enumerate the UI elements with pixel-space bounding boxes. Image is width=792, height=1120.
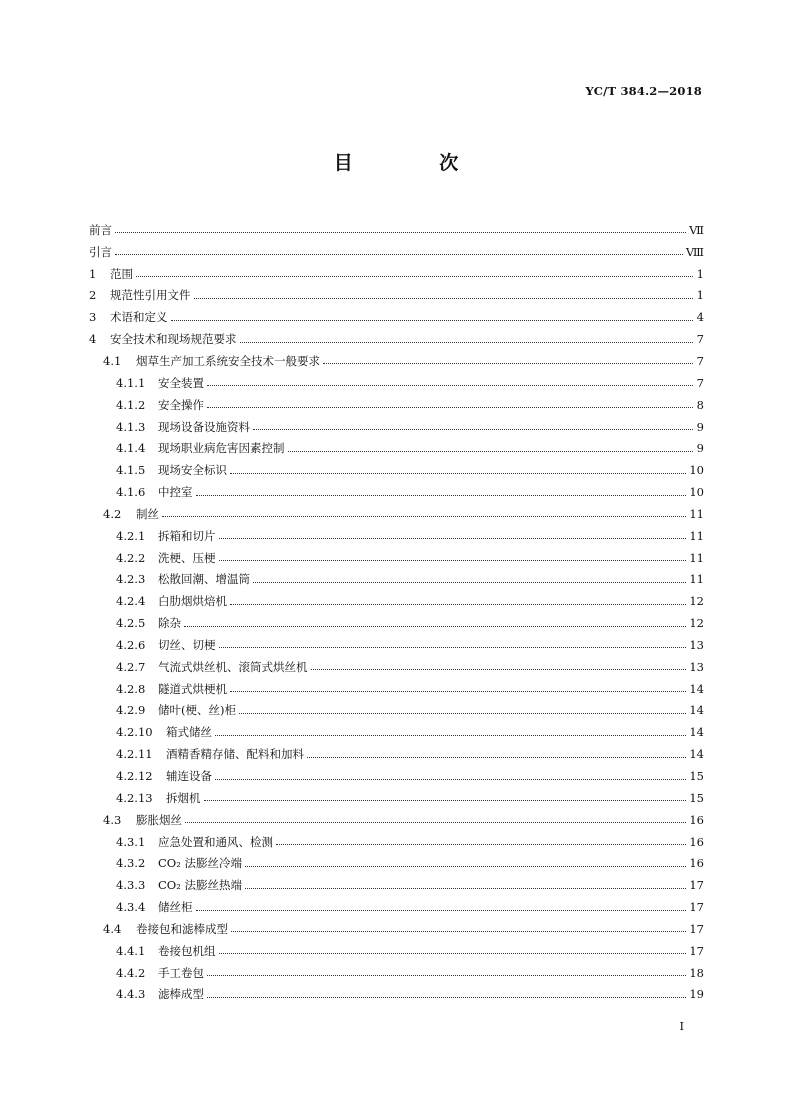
toc-entry-number: 4.1.4 xyxy=(116,441,146,456)
toc-entry-title xyxy=(89,244,112,260)
toc-entry[interactable] xyxy=(89,481,704,503)
toc-entry-label: 卷接包机组 xyxy=(158,943,216,958)
toc-entry-number: 4.1.5 xyxy=(116,463,146,478)
dot-leader xyxy=(184,626,686,627)
toc-entry-title xyxy=(89,331,237,347)
toc-entry[interactable] xyxy=(89,306,704,328)
toc-entry-label: 中控室 xyxy=(158,485,193,500)
toc-entry-title xyxy=(116,440,285,456)
toc-entry-page: 18 xyxy=(689,965,704,980)
dot-leader xyxy=(230,473,686,474)
toc-entry-title xyxy=(116,724,212,740)
toc-entry-title xyxy=(103,921,228,937)
toc-entry[interactable] xyxy=(89,787,704,809)
toc-entry-title xyxy=(116,899,193,915)
toc-entry-label: 切丝、切梗 xyxy=(158,637,216,652)
toc-entry[interactable] xyxy=(89,918,704,940)
toc-entry-number: 2 xyxy=(89,288,97,303)
toc-entry-label: 酒精香精存储、配料和加料 xyxy=(166,747,304,762)
toc-entry-number: 4.2.13 xyxy=(116,790,153,805)
toc-entry-label: 辅连设备 xyxy=(166,769,212,784)
toc-entry-page: 13 xyxy=(689,659,704,674)
dot-leader xyxy=(231,931,686,932)
toc-entry-title xyxy=(116,768,212,784)
dot-leader xyxy=(239,713,686,714)
toc-entry-number: 4.2.8 xyxy=(116,681,146,696)
toc-entry-page: 16 xyxy=(689,856,704,871)
toc-entry-page: 14 xyxy=(689,747,704,762)
toc-entry[interactable] xyxy=(89,743,704,765)
toc-entry[interactable] xyxy=(89,350,704,372)
toc-entry[interactable] xyxy=(89,263,704,285)
toc-entry-page: 16 xyxy=(689,812,704,827)
toc-entry[interactable] xyxy=(89,285,704,307)
dot-leader xyxy=(215,779,686,780)
toc-entry-page: 7 xyxy=(696,332,704,347)
toc-entry[interactable] xyxy=(89,394,704,416)
toc-entry-number: 4.2.9 xyxy=(116,703,146,718)
toc-entry-page: 17 xyxy=(689,943,704,958)
dot-leader xyxy=(240,342,694,343)
toc-entry[interactable] xyxy=(89,656,704,678)
dot-leader xyxy=(171,320,694,321)
toc-entry-title xyxy=(116,397,204,413)
dot-leader xyxy=(207,975,686,976)
toc-entry-title xyxy=(103,353,320,369)
dot-leader xyxy=(194,298,694,299)
toc-entry-number: 4.2.2 xyxy=(116,550,146,565)
toc-entry-page: 7 xyxy=(696,375,704,390)
toc-entry-number: 4.2.3 xyxy=(116,572,146,587)
toc-entry-number: 3 xyxy=(89,310,97,325)
toc-entry-title xyxy=(116,702,236,718)
toc-entry[interactable] xyxy=(89,765,704,787)
toc-entry-label: 白肋烟烘焙机 xyxy=(158,594,227,609)
toc-entry-title xyxy=(89,266,133,282)
toc-entry-label: 拆烟机 xyxy=(166,790,201,805)
dot-leader xyxy=(245,888,686,889)
dot-leader xyxy=(219,953,687,954)
toc-entry-title xyxy=(116,965,204,981)
toc-entry-page: 11 xyxy=(689,528,704,543)
toc-entry-label: 范围 xyxy=(110,266,133,281)
toc-entry-number: 4.1.1 xyxy=(116,375,146,390)
toc-entry[interactable] xyxy=(89,437,704,459)
toc-entry-title xyxy=(116,593,227,609)
dot-leader xyxy=(219,647,687,648)
toc-entry[interactable] xyxy=(89,852,704,874)
toc-entry-label: 储丝柜 xyxy=(158,900,193,915)
toc-entry-page: 14 xyxy=(689,681,704,696)
toc-entry-page: 15 xyxy=(689,790,704,805)
toc-entry-number: 4.3 xyxy=(103,812,122,827)
toc-entry[interactable] xyxy=(89,634,704,656)
toc-entry-number: 4.1.2 xyxy=(116,397,146,412)
toc-entry[interactable] xyxy=(89,590,704,612)
toc-entry-page: 10 xyxy=(689,485,704,500)
toc-entry-number: 4.4.2 xyxy=(116,965,146,980)
toc-entry-title xyxy=(116,419,250,435)
toc-entry-page: 7 xyxy=(696,353,704,368)
toc-entry-number: 4.4.3 xyxy=(116,987,146,1002)
toc-entry-title xyxy=(116,571,250,587)
toc-entry[interactable] xyxy=(89,612,704,634)
dot-leader xyxy=(207,997,686,998)
toc-entry-number: 1 xyxy=(89,266,97,281)
toc-entry-label: 现场职业病危害因素控制 xyxy=(158,441,285,456)
dot-leader xyxy=(219,538,687,539)
dot-leader xyxy=(115,232,686,233)
toc-entry-label: 制丝 xyxy=(136,506,159,521)
dot-leader xyxy=(162,516,686,517)
dot-leader xyxy=(276,844,686,845)
toc-entry-page: 14 xyxy=(689,703,704,718)
toc-entry[interactable] xyxy=(89,241,704,263)
toc-entry-title xyxy=(116,659,308,675)
toc-entry-title xyxy=(103,812,182,828)
toc-entry-title xyxy=(116,943,216,959)
dot-leader xyxy=(136,276,693,277)
dot-leader xyxy=(230,604,686,605)
toc-entry-label: 箱式储丝 xyxy=(166,725,212,740)
toc-entry-page: 16 xyxy=(689,834,704,849)
toc-entry-label: 现场安全标识 xyxy=(158,463,227,478)
toc-entry[interactable] xyxy=(89,328,704,350)
toc-entry-number: 4.2.6 xyxy=(116,637,146,652)
toc-entry-number: 4.2 xyxy=(103,506,122,521)
toc-entry-number: 4.1.6 xyxy=(116,485,146,500)
toc-entry[interactable] xyxy=(89,569,704,591)
toc-entry-label: 滤棒成型 xyxy=(158,987,204,1002)
page-title: 目 次 xyxy=(333,152,499,174)
dot-leader xyxy=(185,822,686,823)
toc-entry-number: 4.2.12 xyxy=(116,769,153,784)
table-of-contents xyxy=(89,219,704,1005)
toc-entry-page: 11 xyxy=(689,550,704,565)
dot-leader xyxy=(204,800,687,801)
toc-entry-page: 9 xyxy=(696,441,704,456)
toc-entry-title xyxy=(103,506,159,522)
toc-entry[interactable] xyxy=(89,962,704,984)
toc-entry[interactable] xyxy=(89,678,704,700)
toc-entry-number: 4.4.1 xyxy=(116,943,146,958)
dot-leader xyxy=(196,910,687,911)
toc-entry-title xyxy=(116,637,216,653)
toc-entry-page: 15 xyxy=(689,769,704,784)
toc-entry-number: 4.3.4 xyxy=(116,900,146,915)
toc-entry[interactable] xyxy=(89,547,704,569)
toc-entry-title xyxy=(116,375,204,391)
page-number: Ⅰ xyxy=(679,1019,684,1033)
toc-entry-label: 烟草生产加工系统安全技术一般要求 xyxy=(136,353,320,368)
toc-entry[interactable] xyxy=(89,416,704,438)
toc-entry-label: 安全装置 xyxy=(158,375,204,390)
toc-entry-number: 4.3.3 xyxy=(116,878,146,893)
toc-entry[interactable] xyxy=(89,896,704,918)
dot-leader xyxy=(253,582,686,583)
toc-entry-title xyxy=(116,877,242,893)
toc-entry-title xyxy=(116,790,201,806)
toc-entry-label: 引言 xyxy=(89,244,112,259)
toc-entry-label: 除杂 xyxy=(158,616,181,631)
toc-entry-number: 4 xyxy=(89,332,97,347)
dot-leader xyxy=(245,866,686,867)
toc-entry-title xyxy=(116,550,216,566)
standard-code: YC/T 384.2—2018 xyxy=(585,84,702,98)
toc-entry-label: 储叶(梗、丝)柜 xyxy=(158,703,236,718)
toc-entry-label: 膨胀烟丝 xyxy=(136,812,182,827)
toc-entry-label: CO₂ 法膨丝冷端 xyxy=(158,856,242,871)
toc-entry-title xyxy=(89,309,168,325)
toc-entry-page: 1 xyxy=(696,288,704,303)
toc-entry-page: 1 xyxy=(696,266,704,281)
toc-entry-label: 应急处置和通风、检测 xyxy=(158,834,273,849)
toc-entry-label: 拆箱和切片 xyxy=(158,528,216,543)
toc-entry-label: 气流式烘丝机、滚筒式烘丝机 xyxy=(158,659,308,674)
toc-entry-title xyxy=(89,222,112,238)
toc-entry[interactable] xyxy=(89,459,704,481)
toc-entry-label: 规范性引用文件 xyxy=(110,288,191,303)
dot-leader xyxy=(215,735,686,736)
toc-entry-label: 前言 xyxy=(89,222,112,237)
dot-leader xyxy=(219,560,687,561)
toc-entry-label: 手工卷包 xyxy=(158,965,204,980)
toc-entry-title xyxy=(116,681,227,697)
dot-leader xyxy=(253,429,693,430)
toc-entry-label: 现场设备设施资料 xyxy=(158,419,250,434)
toc-entry-page: Ⅷ xyxy=(685,244,704,259)
toc-entry-page: 11 xyxy=(689,572,704,587)
toc-entry[interactable] xyxy=(89,721,704,743)
toc-entry-page: Ⅶ xyxy=(689,222,704,237)
toc-entry-page: 8 xyxy=(696,397,704,412)
toc-entry-label: 洗梗、压梗 xyxy=(158,550,216,565)
dot-leader xyxy=(207,407,693,408)
toc-entry-page: 9 xyxy=(696,419,704,434)
toc-entry-title xyxy=(89,287,191,303)
dot-leader xyxy=(115,254,683,255)
dot-leader xyxy=(307,757,686,758)
toc-entry[interactable] xyxy=(89,700,704,722)
toc-entry-title xyxy=(116,462,227,478)
toc-entry-page: 13 xyxy=(689,637,704,652)
toc-entry-number: 4.2.5 xyxy=(116,616,146,631)
toc-entry-page: 12 xyxy=(689,594,704,609)
toc-entry-title xyxy=(116,484,193,500)
toc-entry-label: 隧道式烘梗机 xyxy=(158,681,227,696)
toc-entry-label: 安全操作 xyxy=(158,397,204,412)
toc-entry-title xyxy=(116,834,273,850)
toc-entry-label: CO₂ 法膨丝热端 xyxy=(158,878,242,893)
toc-entry-number: 4.3.2 xyxy=(116,856,146,871)
toc-entry[interactable] xyxy=(89,984,704,1006)
dot-leader xyxy=(323,363,693,364)
toc-entry-number: 4.2.11 xyxy=(116,747,153,762)
toc-entry-label: 安全技术和现场规范要求 xyxy=(110,332,237,347)
dot-leader xyxy=(207,385,693,386)
toc-entry[interactable] xyxy=(89,831,704,853)
toc-entry[interactable] xyxy=(89,525,704,547)
toc-entry-page: 14 xyxy=(689,725,704,740)
toc-entry[interactable] xyxy=(89,940,704,962)
toc-entry-number: 4.2.1 xyxy=(116,528,146,543)
toc-entry-number: 4.2.4 xyxy=(116,594,146,609)
toc-entry[interactable] xyxy=(89,503,704,525)
dot-leader xyxy=(196,495,687,496)
toc-entry-title xyxy=(116,615,181,631)
toc-entry-title xyxy=(116,528,216,544)
toc-entry-label: 卷接包和滤棒成型 xyxy=(136,921,228,936)
toc-entry[interactable] xyxy=(89,219,704,241)
dot-leader xyxy=(311,669,687,670)
toc-entry[interactable] xyxy=(89,874,704,896)
toc-entry-number: 4.1.3 xyxy=(116,419,146,434)
toc-entry-title xyxy=(116,746,304,762)
toc-entry-label: 松散回潮、增温筒 xyxy=(158,572,250,587)
toc-entry-page: 17 xyxy=(689,900,704,915)
toc-entry-title xyxy=(116,986,204,1002)
toc-entry-page: 4 xyxy=(696,310,704,325)
toc-entry-number: 4.2.7 xyxy=(116,659,146,674)
toc-entry-number: 4.1 xyxy=(103,353,122,368)
toc-entry-page: 12 xyxy=(689,616,704,631)
dot-leader xyxy=(288,451,694,452)
toc-entry-page: 10 xyxy=(689,463,704,478)
toc-entry[interactable] xyxy=(89,372,704,394)
toc-entry-page: 11 xyxy=(689,506,704,521)
dot-leader xyxy=(230,691,686,692)
toc-entry[interactable] xyxy=(89,809,704,831)
toc-entry-number: 4.3.1 xyxy=(116,834,146,849)
toc-entry-page: 17 xyxy=(689,878,704,893)
toc-entry-title xyxy=(116,855,242,871)
toc-entry-number: 4.4 xyxy=(103,921,122,936)
toc-entry-page: 19 xyxy=(689,987,704,1002)
toc-entry-number: 4.2.10 xyxy=(116,725,153,740)
toc-entry-label: 术语和定义 xyxy=(110,310,168,325)
toc-entry-page: 17 xyxy=(689,921,704,936)
